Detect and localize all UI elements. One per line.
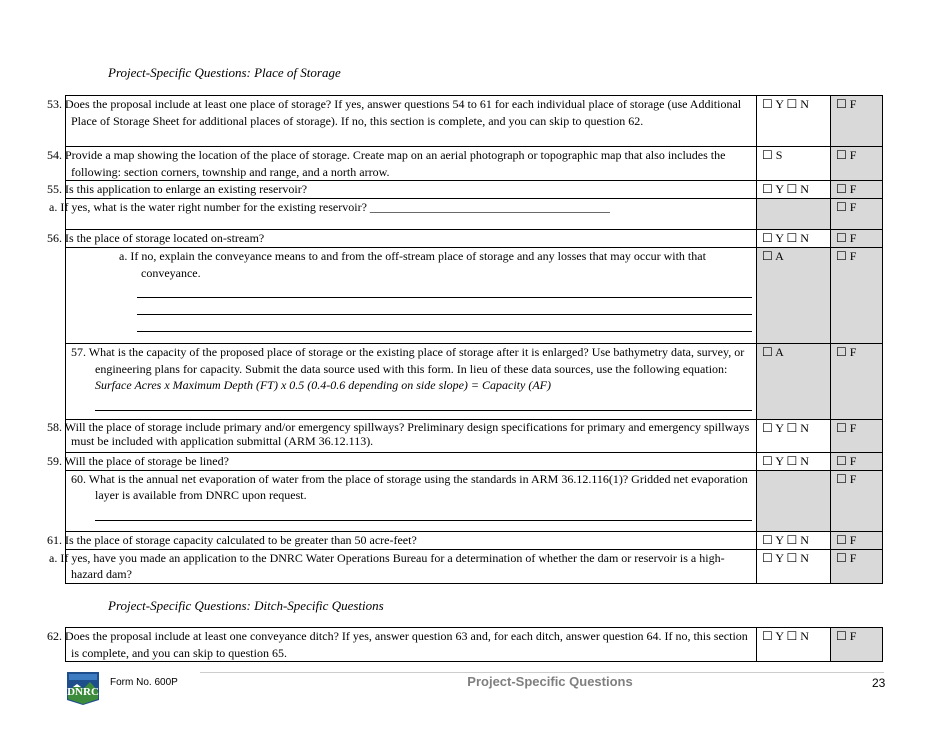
- table-row-59: [66, 453, 883, 471]
- table-row-57: [66, 344, 883, 420]
- yes-no-checkbox-59[interactable]: ☐ Y ☐ N: [757, 453, 831, 471]
- answer-line[interactable]: [137, 298, 752, 315]
- f-checkbox-60[interactable]: ☐ F: [831, 470, 883, 531]
- yes-no-checkbox-56[interactable]: ☐ Y ☐ N: [757, 230, 831, 248]
- s-checkbox-54[interactable]: ☐ S: [757, 147, 831, 181]
- f-checkbox-58[interactable]: ☐ F: [831, 420, 883, 453]
- question-53: 53. Does the proposal include at least one place of storage? If yes, answer questions 54 to 61 for each individual place of storage (use Additional Place of Storage Sheet for additional places of storage). If no, this section is complete, and you can skip to question 62.: [66, 96, 757, 147]
- question-60-cell: [66, 470, 757, 531]
- question-56: 56. Is the place of storage located on-stream?: [66, 230, 757, 248]
- f-checkbox-54[interactable]: ☐ F: [831, 147, 883, 181]
- f-checkbox-61a[interactable]: ☐ F: [831, 549, 883, 583]
- form-number: Form No. 600P: [110, 677, 178, 688]
- table-row-56: [66, 230, 883, 248]
- question-56a: a. If no, explain the conveyance means to and from the off-stream place of storage and any losses that may occur with that conveyance.: [119, 249, 706, 280]
- f-checkbox-61[interactable]: ☐ F: [831, 531, 883, 549]
- answer-line[interactable]: [137, 281, 752, 298]
- section-title-ditch-specific: Project-Specific Questions: Ditch-Specific Questions: [108, 598, 384, 613]
- table-row-61a: [66, 549, 883, 583]
- capacity-equation: Surface Acres x Maximum Depth (FT) x 0.5 (0.4-0.6 depending on side slope) = Capacity (AF): [95, 378, 551, 392]
- section-title-place-of-storage: Project-Specific Questions: Place of Storage: [108, 65, 341, 80]
- a-checkbox-57[interactable]: ☐ A: [757, 344, 831, 420]
- f-checkbox-55[interactable]: ☐ F: [831, 181, 883, 199]
- question-60: 60. What is the annual net evaporation of water from the place of storage using the standards in ARM 36.12.116(1)? Gridded net evaporation layer is available from DNRC upon request.: [71, 471, 748, 502]
- question-55: 55. Is this application to enlarge an existing reservoir?: [66, 181, 757, 199]
- table-row-56a: [66, 248, 883, 344]
- yes-no-checkbox-62[interactable]: ☐ Y ☐ N: [757, 628, 831, 662]
- answer-line[interactable]: [137, 315, 752, 332]
- question-61: 61. Is the place of storage capacity calculated to be greater than 50 acre-feet?: [66, 531, 757, 549]
- table-row-60: [66, 470, 883, 531]
- a-checkbox-56a[interactable]: ☐ A: [757, 248, 831, 344]
- question-59: 59. Will the place of storage be lined?: [66, 453, 757, 471]
- table-row-53: [66, 96, 883, 147]
- f-checkbox-55a[interactable]: ☐ F: [831, 199, 883, 230]
- page-number: 23: [872, 676, 886, 690]
- answer-line[interactable]: [95, 394, 752, 411]
- question-57-cell: [66, 344, 757, 420]
- f-checkbox-59[interactable]: ☐ F: [831, 453, 883, 471]
- question-58: 58. Will the place of storage include primary and/or emergency spillways? Preliminary design specifications for primary and emergency spillways must be included with application submittal (ARM 36.12.113).: [66, 420, 757, 453]
- svg-text:DNRC: DNRC: [67, 686, 99, 698]
- footer-title: Project-Specific Questions: [467, 674, 633, 689]
- f-checkbox-62[interactable]: ☐ F: [831, 628, 883, 662]
- question-61a: a. If yes, have you made an application to the DNRC Water Operations Bureau for a determination of whether the dam or reservoir is a high-hazard dam?: [66, 549, 757, 583]
- page-footer: [0, 668, 950, 708]
- f-checkbox-56a[interactable]: ☐ F: [831, 248, 883, 344]
- answer-line[interactable]: [95, 504, 752, 521]
- yes-no-checkbox-55[interactable]: ☐ Y ☐ N: [757, 181, 831, 199]
- f-checkbox-57[interactable]: ☐ F: [831, 344, 883, 420]
- f-checkbox-53[interactable]: ☐ F: [831, 96, 883, 147]
- yes-no-checkbox-53[interactable]: ☐ Y ☐ N: [757, 96, 831, 147]
- footer-divider: [200, 672, 884, 673]
- table-row-54: [66, 147, 883, 181]
- place-of-storage-table: [47, 95, 883, 584]
- yes-no-checkbox-61[interactable]: ☐ Y ☐ N: [757, 531, 831, 549]
- question-57: 57. What is the capacity of the proposed place of storage or the existing place of storage after it is enlarged? Use bathymetry data, survey, or engineering plans for capacity. Submit the data source used with this form. In lieu of these data sources, use the following equation:: [71, 345, 745, 376]
- table-row-55a: [66, 199, 883, 230]
- yes-no-checkbox-58[interactable]: ☐ Y ☐ N: [757, 420, 831, 453]
- ditch-specific-table: [47, 627, 883, 662]
- f-checkbox-56[interactable]: ☐ F: [831, 230, 883, 248]
- question-56a-cell: [66, 248, 757, 344]
- question-54: 54. Provide a map showing the location of the place of storage. Create map on an aerial photograph or topographic map that also includes the following: section corners, township and range, and a north arrow.: [66, 147, 757, 181]
- shaded-cell: [757, 470, 831, 531]
- table-row-58: [66, 420, 883, 453]
- table-row-55: [66, 181, 883, 199]
- question-55a[interactable]: a. If yes, what is the water right number for the existing reservoir? ________________________________________: [66, 199, 757, 230]
- table-row-61: [66, 531, 883, 549]
- question-62: 62. Does the proposal include at least one conveyance ditch? If yes, answer question 63 and, for each ditch, answer question 64. If no, this section is complete, and you can skip to question 65.: [66, 628, 757, 662]
- yes-no-checkbox-61a[interactable]: ☐ Y ☐ N: [757, 549, 831, 583]
- shaded-cell: [757, 199, 831, 230]
- table-row-62: [66, 628, 883, 662]
